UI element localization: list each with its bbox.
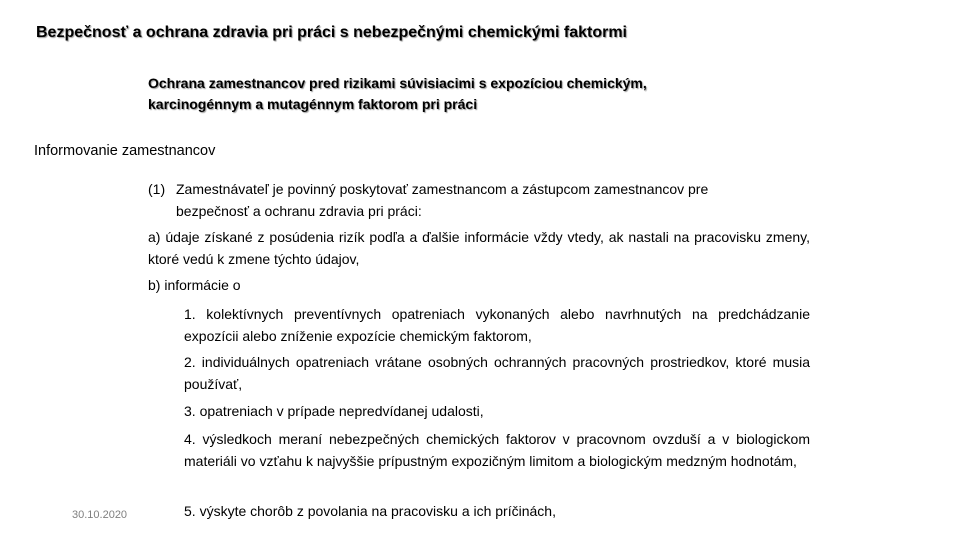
paragraph-b: b) informácie o	[148, 277, 241, 293]
slide-title: Bezpečnosť a ochrana zdravia pri práci s nebezpečnými chemickými faktormi	[36, 24, 627, 41]
paragraph-1	[148, 178, 810, 222]
list-item-1: 1. kolektívnych preventívnych opatreniach vykonaných alebo navrhnutých na predchádzanie expozícii alebo zníženie expozície chemickým faktorom,	[184, 306, 810, 344]
list-item-4: 4. výsledkoch meraní nebezpečných chemických faktorov v pracovnom ovzduší a v biologickom materiáli vo vzťahu k najvyššie prípustným expozičným limitom a biologickým medzným hodnotám,	[184, 431, 810, 469]
subtitle-line-2: karcinogénnym a mutagénnym faktorom pri práci	[148, 96, 478, 112]
slide-date: 30.10.2020	[72, 509, 128, 521]
paragraph-a: a) údaje získané z posúdenia rizík podľa a ďalšie informácie vždy vtedy, ak nastali na pracovisku zmeny, ktoré vedú k zmene týchto údajov,	[148, 229, 810, 267]
subtitle-line-1: Ochrana zamestnancov pred rizikami súvisiacimi s expozíciou chemickým,	[148, 75, 647, 91]
list-item-3: 3. opatreniach v prípade nepredvídanej udalosti,	[184, 403, 484, 419]
section-heading: Informovanie zamestnancov	[34, 143, 216, 159]
list-item-5: 5. výskyte chorôb z povolania na pracovisku a ich príčinách,	[184, 503, 556, 519]
paragraph-1-number: (1)	[148, 181, 166, 197]
slide-subtitle	[148, 73, 788, 115]
paragraph-1-line-1: Zamestnávateľ je povinný poskytovať zamestnancom a zástupcom zamestnancov pre	[176, 181, 709, 197]
list-item-2: 2. individuálnych opatreniach vrátane osobných ochranných pracovných prostriedkov, ktoré musia používať,	[184, 354, 810, 392]
paragraph-1-line-2: bezpečnosť a ochranu zdravia pri práci:	[176, 203, 422, 219]
